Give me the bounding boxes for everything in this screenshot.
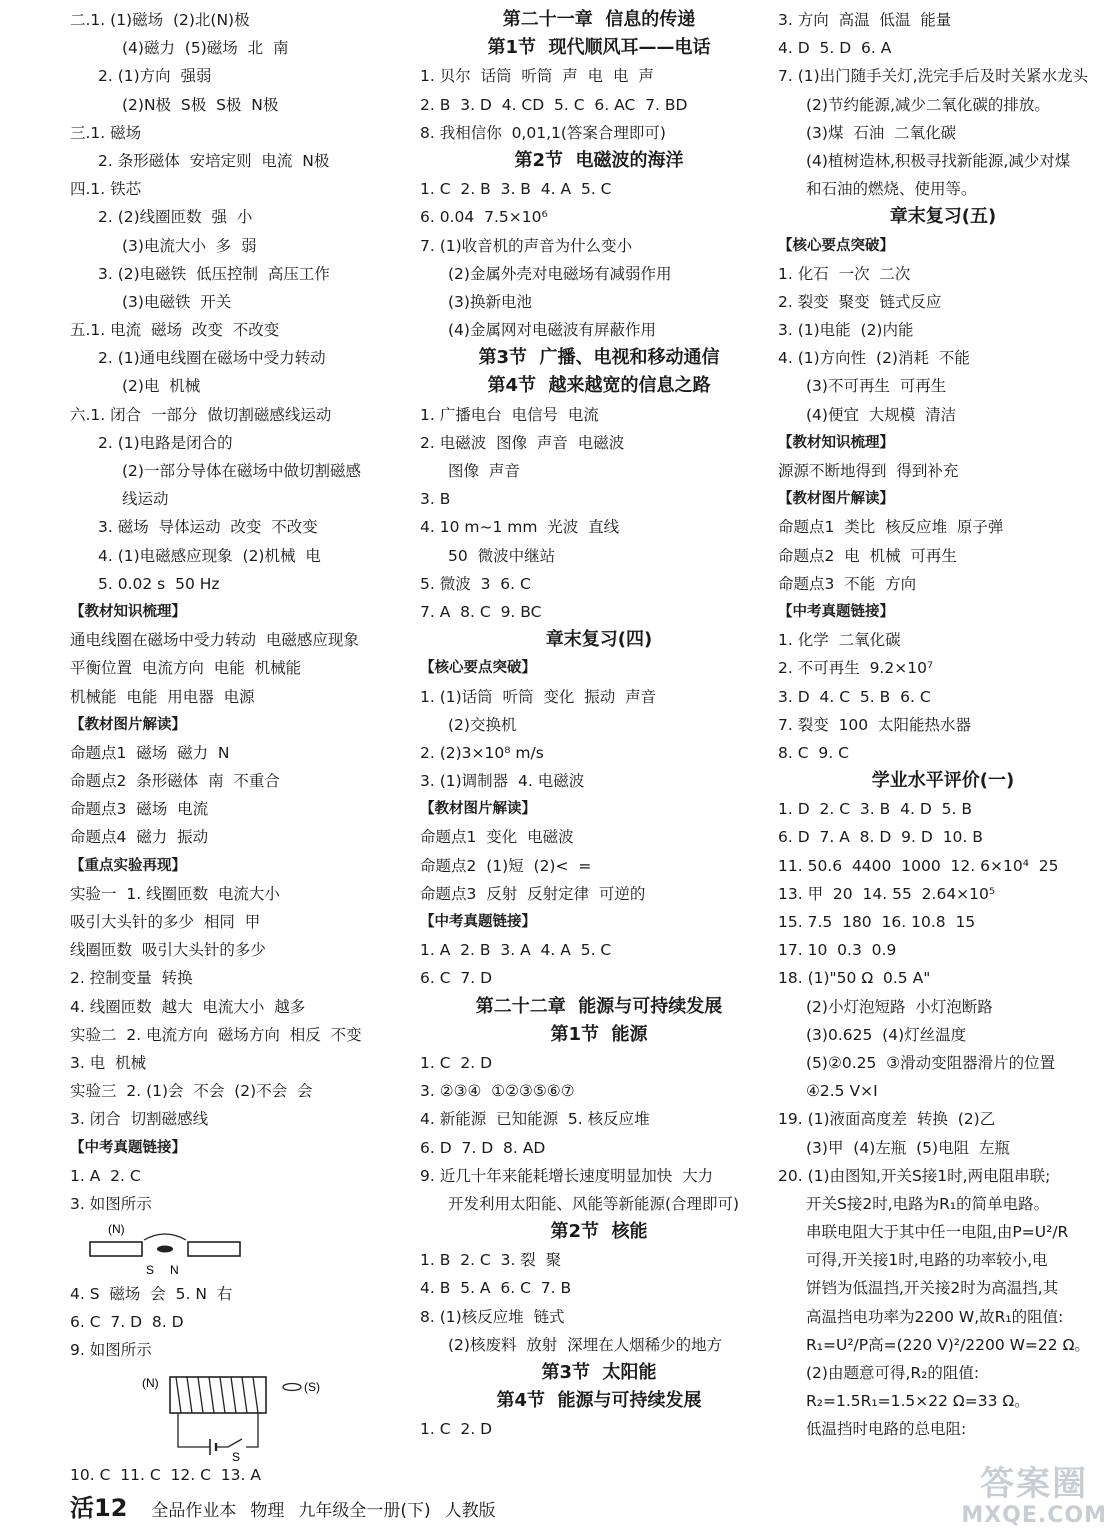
answer-line: 5. 微波 3 6. C (420, 574, 531, 593)
answer-line: (3)不可再生 可再生 (806, 377, 947, 396)
answer-column-1 (70, 6, 415, 1489)
answer-line: 命题点1 变化 电磁波 (420, 828, 574, 847)
field-line (144, 1234, 186, 1240)
section-heading: 第2节 核能 (550, 1221, 648, 1243)
answer-line: 4. 线圈匝数 越大 电流大小 越多 (70, 997, 306, 1016)
answer-column-3 (778, 6, 1108, 1444)
section-heading: 第2节 电磁波的海洋 (514, 149, 684, 171)
answer-line: 命题点4 磁力 振动 (70, 828, 209, 847)
coil-turn (187, 1377, 192, 1413)
answer-line: 8. 我相信你 0,01,1(答案合理即可) (420, 123, 666, 142)
answer-line: 4. B 5. A 6. C 7. B (420, 1279, 572, 1298)
fig2-label-n: (N) (142, 1375, 159, 1390)
answer-line: 13. 甲 20 14. 55 2.64×10⁵ (778, 884, 996, 903)
coil-turn (231, 1377, 236, 1413)
answer-line: 4. (1)方向性 (2)消耗 不能 (778, 349, 970, 368)
answer-line: 1. A 2. C (70, 1166, 141, 1185)
grade: 九年级全一册(下) (298, 1501, 431, 1521)
section-heading: 第3节 太阳能 (541, 1362, 657, 1383)
answer-line: 7. (1)出门随手关灯,洗完手后及时关紧水龙头 (778, 67, 1089, 86)
answer-line: 11. 50.6 4400 1000 12. 6×10⁴ 25 (778, 856, 1059, 875)
coil-turn (198, 1377, 203, 1413)
figure-electromagnet (70, 1365, 415, 1461)
subsection-label: 【中考真题链接】 (778, 603, 894, 620)
answer-line: 3. 方向 高温 低温 能量 (778, 11, 952, 29)
answer-line: 15. 7.5 180 16. 10.8 15 (778, 913, 976, 931)
answer-line: 3. B (420, 490, 451, 509)
answer-line: 和石油的燃烧、使用等。 (806, 180, 977, 199)
subsection-label: 【中考真题链接】 (70, 1139, 186, 1156)
fig1-label-s: S (146, 1263, 155, 1278)
answer-line: (5)②0.25 ③滑动变阻器滑片的位置 (806, 1053, 1056, 1072)
section-heading: 第3节 广播、电视和移动通信 (478, 347, 720, 369)
section-heading: 第4节 越来越宽的信息之路 (487, 375, 711, 397)
answer-line: (4)植树造林,积极寻找新能源,减少对煤 (806, 151, 1071, 170)
answer-line: 2. 不可再生 9.2×10⁷ (778, 659, 934, 678)
answer-line: 实验三 2. (1)会 不会 (2)不会 会 (70, 1082, 313, 1101)
answer-line: ④2.5 V×I (806, 1082, 878, 1101)
book-title: 全品作业本 (151, 1501, 237, 1521)
subsection-label: 【教材知识梳理】 (70, 603, 186, 620)
subsection-label: 【核心要点突破】 (778, 237, 894, 254)
magnet-right (188, 1242, 240, 1256)
answer-line: 2. (2)线圈匝数 强 小 (98, 208, 253, 227)
answer-line: 命题点2 (1)短 (2)< = (420, 856, 592, 875)
subsection-label: 【教材图片解读】 (70, 716, 186, 733)
answer-line: 6. D 7. A 8. D 9. D 10. B (778, 828, 983, 847)
answer-line: 4. D 5. D 6. A (778, 39, 892, 58)
watermark-url: MXQE.COM (961, 1502, 1107, 1528)
answer-line: 图像 声音 (448, 462, 520, 480)
subject: 物理 (250, 1501, 285, 1521)
coil-turn (242, 1377, 247, 1413)
answer-line: 2. (2)3×10⁸ m/s (420, 743, 544, 762)
answer-line: 2. (1)方向 强弱 (98, 67, 212, 86)
answer-line: 8. C 9. C (778, 743, 849, 762)
answer-line: 1. D 2. C 3. B 4. D 5. B (778, 800, 972, 819)
answer-line: 9. 如图所示 (70, 1341, 152, 1360)
magnet-left (90, 1242, 142, 1256)
answer-line: 三.1. 磁场 (70, 123, 142, 142)
answer-line: 7. (1)收音机的声音为什么变小 (420, 236, 633, 255)
answer-line: 1. A 2. B 3. A 4. A 5. C (420, 941, 612, 960)
answer-line: R₁=U²/P高=(220 V)²/2200 W=22 Ω。 (806, 1335, 1090, 1354)
subsection-label: 【核心要点突破】 (420, 660, 536, 677)
answer-line: 3. 闭合 切割磁感线 (70, 1110, 209, 1129)
answer-line: 平衡位置 电流方向 电能 机械能 (70, 659, 302, 678)
watermark-logo: 答案圈 (980, 1464, 1089, 1505)
wire-right (246, 1413, 258, 1447)
answer-line: 10. C 11. C 12. C 13. A (70, 1465, 261, 1484)
answer-line: 4. 10 m~1 mm 光波 直线 (420, 518, 620, 537)
section-heading: 第1节 现代顺风耳——电话 (487, 37, 711, 59)
answer-line: 吸引大头针的多少 相同 甲 (70, 913, 261, 931)
answer-line: 50 微波中继站 (448, 546, 556, 565)
answer-line: 可得,开关接1时,电路的功率较小,电 (806, 1251, 1048, 1270)
answer-line: 19. (1)液面高度差 转换 (2)乙 (778, 1110, 996, 1129)
answer-line: 3. (1)调制器 4. 电磁波 (420, 772, 585, 791)
answer-line: 2. 条形磁体 安培定则 电流 N极 (98, 151, 330, 170)
answer-line: 机械能 电能 用电器 电源 (70, 687, 255, 706)
answer-line: R₂=1.5R₁=1.5×22 Ω=33 Ω。 (806, 1392, 1030, 1411)
answer-line: 线圈匝数 吸引大头针的多少 (70, 941, 266, 960)
answer-line: 低温挡时电路的总电阻: (806, 1420, 967, 1439)
section-heading: 章末复习(五) (889, 206, 997, 228)
subsection-label: 【重点实验再现】 (70, 857, 186, 874)
wire-left (178, 1413, 210, 1447)
answer-line: 2. (1)通电线圈在磁场中受力转动 (98, 349, 326, 368)
answer-line: 1. (1)话筒 听筒 变化 振动 声音 (420, 687, 657, 706)
answer-line: (2)由题意可得,R₂的阻值: (806, 1364, 980, 1382)
answer-line: 1. 贝尔 话筒 听筒 声 电 电 声 (420, 67, 654, 86)
section-heading: 第4节 能源与可持续发展 (496, 1390, 702, 1412)
compass-needle (283, 1383, 301, 1390)
answer-line: (2)核废料 放射 深埋在人烟稀少的地方 (448, 1335, 723, 1354)
answer-line: (2)交换机 (448, 715, 517, 734)
page-footer (70, 1488, 496, 1528)
answer-line: 实验一 1. 线圈匝数 电流大小 (70, 884, 280, 903)
answer-line: 线运动 (122, 490, 169, 509)
answer-line: (3)煤 石油 二氧化碳 (806, 123, 957, 142)
answer-line: 命题点3 不能 方向 (778, 574, 917, 593)
answer-line: 1. 化石 一次 二次 (778, 264, 911, 283)
answer-line: 1. C 2. D (420, 1053, 493, 1072)
answer-line: 1. 广播电台 电信号 电流 (420, 405, 599, 424)
answer-line: 8. (1)核反应堆 链式 (420, 1307, 565, 1326)
fig1-label-n: (N) (108, 1222, 125, 1237)
watermark (961, 1466, 1107, 1528)
answer-line: 饼铛为低温挡,开关接2时为高温挡,其 (806, 1279, 1059, 1298)
answer-line: (3)0.625 (4)灯丝温度 (806, 1025, 967, 1044)
answer-line: 命题点1 类比 核反应堆 原子弹 (778, 518, 1004, 537)
answer-line: 命题点1 磁场 磁力 N (70, 743, 230, 762)
answer-line: 二.1. (1)磁场 (2)北(N)极 (70, 11, 250, 29)
answer-line: (2)节约能源,减少二氧化碳的排放。 (806, 95, 1050, 114)
answer-line: (2)小灯泡短路 小灯泡断路 (806, 997, 993, 1016)
answer-line: 2. 控制变量 转换 (70, 969, 193, 988)
answer-line: 17. 10 0.3 0.9 (778, 941, 897, 960)
electromagnet-diagram (70, 1365, 330, 1461)
answer-line: 实验二 2. 电流方向 磁场方向 相反 不变 (70, 1025, 362, 1044)
answer-line: 9. 近几十年来能耗增长速度明显加快 大力 (420, 1166, 714, 1185)
answer-line: 串联电阻大于其中任一电阻,由P=U²/R (806, 1223, 1069, 1242)
answer-line: 20. (1)由图知,开关S接1时,两电阻串联; (778, 1166, 1051, 1185)
answer-line: 7. 裂变 100 太阳能热水器 (778, 715, 972, 734)
answer-line: (3)甲 (4)左瓶 (5)电阻 左瓶 (806, 1138, 1010, 1157)
answer-line: 1. C 2. D (420, 1420, 493, 1439)
answer-line: 六.1. 闭合 一部分 做切割磁感线运动 (70, 405, 332, 424)
coil-turn (209, 1377, 214, 1413)
answer-line: 3. D 4. C 5. B 6. C (778, 687, 931, 706)
subsection-label: 【教材图片解读】 (778, 491, 894, 508)
answer-line: 命题点3 磁场 电流 (70, 800, 209, 819)
figure-magnets (70, 1218, 415, 1280)
answer-line: 命题点2 条形磁体 南 不重合 (70, 772, 280, 791)
answer-line: 3. 如图所示 (70, 1194, 152, 1213)
magnet-diagram (70, 1218, 270, 1280)
answer-line: 4. (1)电磁感应现象 (2)机械 电 (98, 546, 321, 565)
section-heading: 学业水平评价(一) (871, 770, 1015, 792)
answer-line: 4. 新能源 已知能源 5. 核反应堆 (420, 1110, 650, 1129)
section-heading: 第二十一章 信息的传递 (502, 9, 696, 30)
subsection-label: 【教材图片解读】 (420, 801, 536, 818)
answer-column-2 (420, 6, 778, 1444)
answer-line: 6. 0.04 7.5×10⁶ (420, 208, 548, 227)
answer-line: 3. (2)电磁铁 低压控制 高压工作 (98, 264, 330, 283)
answer-line: 2. 裂变 聚变 链式反应 (778, 292, 942, 311)
answer-line: 3. ②③④ ①②③⑤⑥⑦ (420, 1082, 575, 1101)
answer-line: (4)便宜 大规模 清洁 (806, 405, 957, 424)
answer-line: (3)电磁铁 开关 (122, 292, 232, 311)
answer-line: 2. 电磁波 图像 声音 电磁波 (420, 433, 625, 452)
subsection-label: 【中考真题链接】 (420, 914, 536, 930)
answer-line: 6. D 7. D 8. AD (420, 1138, 546, 1157)
page-number: 活12 (70, 1494, 128, 1522)
answer-line: 6. C 7. D 8. D (70, 1313, 184, 1332)
answer-line: (2)N极 S极 S极 N极 (122, 95, 279, 114)
answer-line: 命题点3 反射 反射定律 可逆的 (420, 884, 646, 903)
answer-line: (4)金属网对电磁波有屏蔽作用 (448, 321, 656, 340)
subsection-label: 【教材知识梳理】 (778, 434, 894, 451)
answer-line: (4)磁力 (5)磁场 北 南 (122, 39, 289, 58)
iron-core (170, 1377, 266, 1413)
switch (216, 1439, 242, 1447)
answer-line: (3)电流大小 多 弱 (122, 236, 257, 255)
answer-line: 五.1. 电流 磁场 改变 不改变 (70, 321, 280, 340)
section-heading: 章末复习(四) (545, 629, 653, 651)
answer-line: 3. 电 机械 (70, 1053, 147, 1072)
answer-line: 源源不断地得到 得到补充 (778, 462, 959, 480)
coil-turn (253, 1377, 258, 1413)
answer-line: 2. (1)电路是闭合的 (98, 433, 233, 452)
answer-line: 1. B 2. C 3. 裂 聚 (420, 1251, 562, 1270)
answer-line: 6. C 7. D (420, 969, 493, 988)
answer-line: (2)电 机械 (122, 377, 201, 396)
answer-line: 5. 0.02 s 50 Hz (98, 574, 220, 593)
coil-turn (176, 1377, 181, 1413)
answer-line: 4. S 磁场 会 5. N 右 (70, 1285, 233, 1304)
section-heading: 第1节 能源 (550, 1023, 648, 1045)
answer-line: 3. (1)电能 (2)内能 (778, 321, 914, 340)
fig1-label-n2: N (170, 1263, 179, 1278)
compass-needle (157, 1246, 173, 1253)
answer-line: 高温挡电功率为2200 W,故R₁的阻值: (806, 1307, 1064, 1326)
answer-line: 2. B 3. D 4. CD 5. C 6. AC 7. BD (420, 95, 688, 114)
fig2-label-s: (S) (304, 1379, 320, 1394)
answer-line: 通电线圈在磁场中受力转动 电磁感应现象 (70, 631, 359, 650)
answer-line: 四.1. 铁芯 (70, 180, 142, 199)
answer-line: (2)金属外壳对电磁场有减弱作用 (448, 264, 672, 283)
section-heading: 第二十二章 能源与可持续发展 (475, 995, 723, 1017)
answer-line: 开发利用太阳能、风能等新能源(合理即可) (448, 1194, 740, 1213)
answer-line: 18. (1)"50 Ω 0.5 A" (778, 969, 931, 988)
answer-line: 7. A 8. C 9. BC (420, 602, 542, 621)
answer-line: 命题点2 电 机械 可再生 (778, 546, 957, 565)
fig2-label-switch: S (232, 1449, 241, 1461)
answer-line: 3. 磁场 导体运动 改变 不改变 (98, 518, 318, 537)
answer-line: 开关S接2时,电路为R₁的简单电路。 (806, 1194, 1050, 1213)
answer-line: 1. 化学 二氧化碳 (778, 631, 901, 650)
answer-line: (2)一部分导体在磁场中做切割磁感 (122, 462, 361, 480)
coil-turn (220, 1377, 225, 1413)
answer-line: (3)换新电池 (448, 292, 532, 311)
edition: 人教版 (444, 1501, 496, 1521)
answer-line: 1. C 2. B 3. B 4. A 5. C (420, 180, 612, 199)
